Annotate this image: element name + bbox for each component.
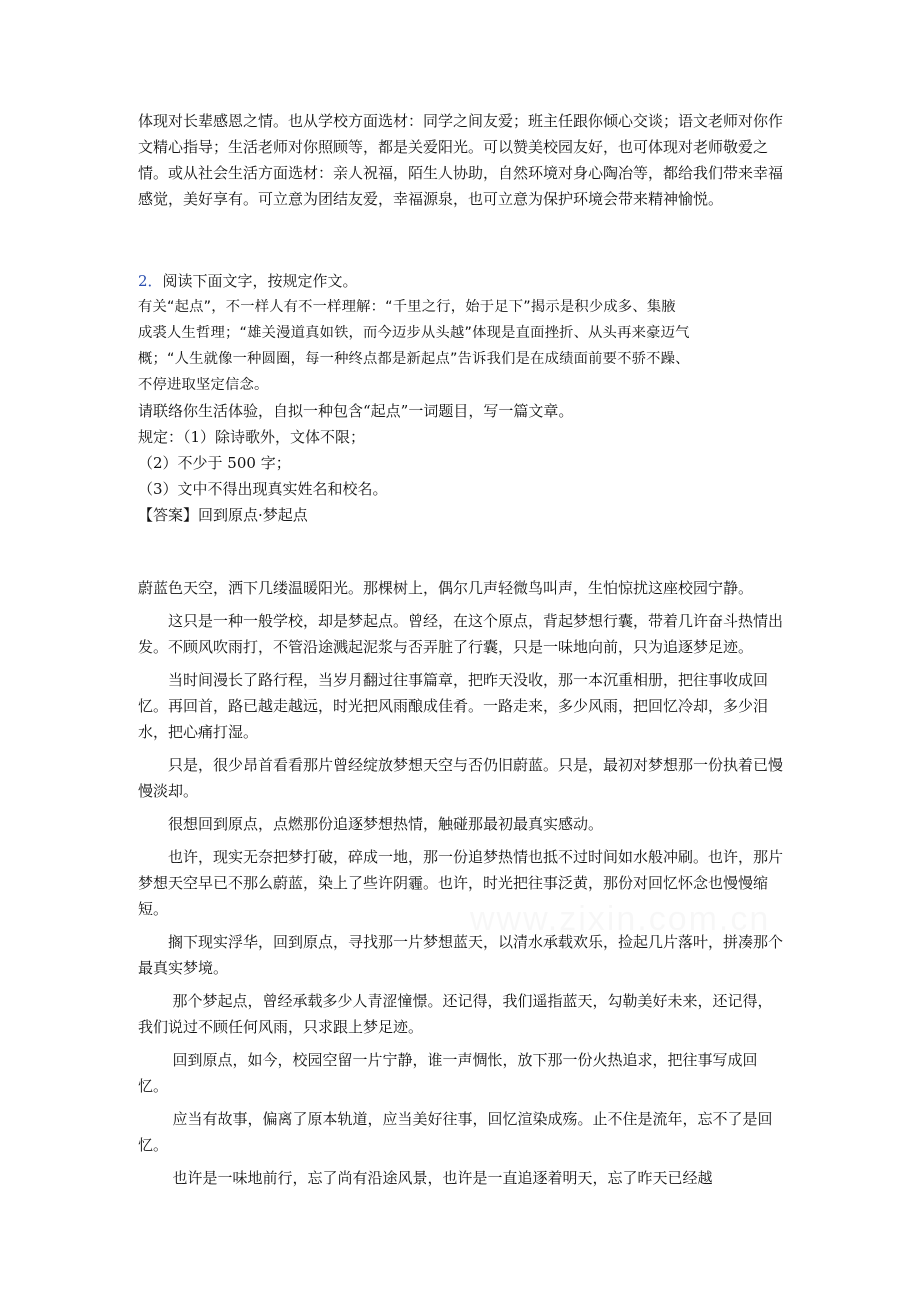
question-passage <box>138 294 786 398</box>
essay-paragraph: 也许是一味地前行，忘了尚有沿途风景，也许是一直追逐着明天，忘了昨天已经越 <box>172 1169 713 1187</box>
essay-paragraph: 应当有故事，偏离了原本轨道，应当美好往事，回忆渲染成殇。止不住是流年，忘不了是回忆。 <box>138 1110 773 1154</box>
question-task: 请联络你生活体验，自拟一种包含“起点”一词题目，写一篇文章。 <box>138 402 574 420</box>
intro-section <box>138 108 786 212</box>
question-instruction: 阅读下面文字，按规定作文。 <box>162 272 358 290</box>
essay-paragraph: 只是，很少昂首看看那片曾经绽放梦想天空与否仍旧蔚蓝。只是，最初对梦想那一份执着已慢慢淡却。 <box>138 756 784 800</box>
answer-label: 【答案】 <box>138 506 199 524</box>
rule-line: 规定：（1）除诗歌外，文体不限； <box>138 428 366 446</box>
essay-paragraph: 很想回到原点，点燃那份追逐梦想热情，触碰那最初最真实感动。 <box>168 815 604 833</box>
passage-line: 成裘人生哲理；“雄关漫道真如铁，而今迈步从头越”体现是直面挫折、从头再来豪迈气 <box>138 325 690 341</box>
essay-paragraph: 当时间漫长了路行程，当岁月翻过往事篇章，把昨天没收，那一本沉重相册，把往事收成回忆。再回首，路已越走越远，时光把风雨酿成佳肴。一路走来，多少风雨，把回忆冷却，多少泪水，把心痛打湿。 <box>138 671 769 741</box>
essay-paragraph: 也许，现实无奈把梦打破，碎成一地，那一份追梦热情也抵不过时间如水般冲刷。也许，那片梦想天空早已不那么蔚蓝，染上了些许阴霾。也许，时光把往事泛黄，那份对回忆怀念也慢慢缩短。 <box>138 848 784 918</box>
essay-paragraph: 回到原点，如今，校园空留一片宁静，谁一声惆怅，放下那一份火热追求，把往事写成回忆。 <box>138 1051 758 1095</box>
essay-paragraph: 那个梦起点，曾经承载多少人青涩憧憬。还记得，我们遥指蓝天，勾勒美好未来，还记得，我们说过不顾任何风雨，只求跟上梦足迹。 <box>138 992 773 1036</box>
essay-section <box>138 575 786 1198</box>
question-heading <box>138 268 786 294</box>
essay-opening: 蔚蓝色天空，洒下几缕温暖阳光。那棵树上，偶尔几声轻微鸟叫声，生怕惊扰这座校园宁静。 <box>138 579 754 597</box>
passage-line: 概；“人生就像一种圆圈，每一种终点都是新起点”告诉我们是在成绩面前要不骄不躁、 <box>138 351 690 367</box>
essay-paragraph: 搁下现实浮华，回到原点，寻找那一片梦想蓝天，以清水承载欢乐，捡起几片落叶，拼凑那个最真实梦境。 <box>138 933 784 977</box>
answer-title: 回到原点·梦起点 <box>198 506 308 524</box>
intro-paragraph: 体现对长辈感恩之情。也从学校方面选材：同学之间友爱；班主任跟你倾心交谈；语文老师对你作文精心指导；生活老师对你照顾等，都是关爱阳光。可以赞美校园友好，也可体现对老师敬爱之情。或从社会生活方面选材：亲人祝福，陌生人协助，自然环境对身心陶冶等，都给我们带来幸福感觉，美好享有。可立意为团结友爱，幸福源泉，也可立意为保护环境会带来精神愉悦。 <box>138 112 784 208</box>
rule-line: （3）文中不得出现真实姓名和校名。 <box>138 480 388 498</box>
answer-line <box>138 502 786 528</box>
rule-line: （2）不少于 500 字； <box>138 454 291 472</box>
question-section <box>138 268 786 528</box>
passage-line: 有关“起点”，不一样人有不一样理解：“千里之行，始于足下”揭示是积少成多、集腋 <box>138 299 676 315</box>
passage-line: 不停进取坚定信念。 <box>138 377 269 393</box>
question-number: 2． <box>138 272 163 290</box>
essay-paragraph: 这只是一种一般学校，却是梦起点。曾经，在这个原点，背起梦想行囊，带着几许奋斗热情出发。不顾风吹雨打，不管沿途溅起泥浆与否弄脏了行囊，只是一味地向前，只为追逐梦足迹。 <box>138 612 784 656</box>
